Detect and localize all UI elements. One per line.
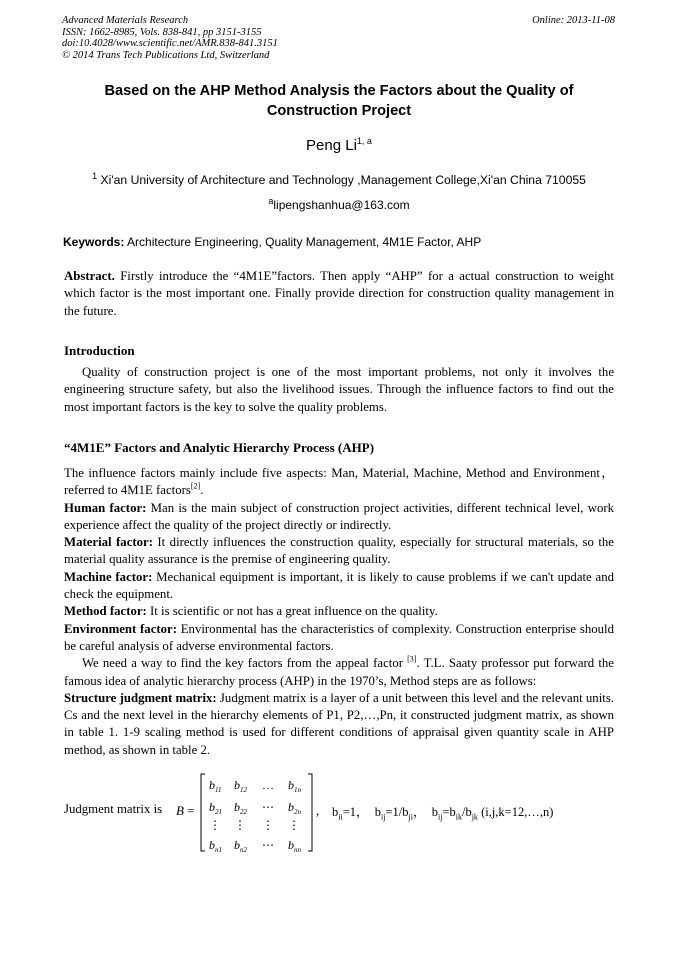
section2-intro	[64, 465, 614, 500]
matrix-figure	[64, 772, 334, 854]
judgment-matrix-equation	[64, 772, 624, 854]
issn-line: ISSN: 1662-8985, Vols. 838-841, pp 3151-3155	[62, 26, 262, 38]
section2-body	[64, 465, 614, 759]
abstract-label: Abstract.	[64, 269, 115, 283]
affiliation-sup: 1	[92, 171, 98, 181]
factor-text: It directly influences the construction quality, especially for structural materials, so the material quality assurance is the premise of engineering quality.	[64, 535, 614, 567]
keywords	[63, 235, 481, 249]
ahp-text-1: We need a way to find the key factors from the appeal factor	[82, 656, 408, 671]
cond-3-sub2: ik	[455, 812, 462, 822]
matrix-cell: $b_{12}$	[234, 778, 247, 794]
cond-3-rest: (i,j,k=12,…,n)	[477, 805, 554, 819]
factor-label: Machine factor:	[64, 569, 153, 584]
factor-machine	[64, 569, 614, 604]
cond-2-b: b	[374, 805, 382, 819]
factor-text: It is scientific or not has a great influence on the quality.	[146, 604, 438, 619]
citation-ref: [2]	[190, 482, 201, 492]
matrix-cell: ⋯	[262, 800, 274, 814]
affiliation-text: Xi'an University of Architecture and Technology ,Management College,Xi'an China 710055	[100, 173, 586, 188]
cond-3-mid: =b	[442, 805, 456, 819]
matrix-cell: …	[262, 778, 274, 792]
cond-3-mid2: /b	[461, 805, 472, 819]
factor-text: Man is the main subject of construction project activities, different technical level, work experience affect the quality of the project directly or indirectly.	[64, 500, 615, 532]
author-name: Peng Li	[306, 137, 357, 154]
structure-label: Structure judgment matrix:	[64, 690, 217, 705]
cond-1-sub: ii	[338, 812, 343, 822]
matrix-cell: ⋮	[234, 818, 246, 832]
matrix-symbol: B	[176, 803, 184, 818]
cond-3-sub: ij	[437, 812, 443, 822]
matrix-cell: $b_{n2}$	[234, 838, 247, 854]
abstract	[64, 268, 614, 320]
factor-material	[64, 534, 614, 569]
intro-body	[64, 364, 614, 416]
matrix-cell: $b_{2n}$	[288, 800, 301, 816]
structure-paragraph	[64, 690, 614, 759]
journal-name: Advanced Materials Research	[62, 15, 189, 26]
matrix-equals: =	[187, 803, 195, 818]
factor-label: Environment factor:	[64, 621, 177, 636]
matrix-cell: ⋮	[262, 818, 274, 832]
journal-header	[62, 15, 278, 61]
ahp-text-2: . T.L. Saaty professor put forward the famous idea of analytic hierarchy process (AHP) in the 1970’s, Method steps are as follows:	[64, 656, 614, 688]
factor-human	[64, 500, 614, 535]
matrix-cell: ⋯	[262, 838, 274, 852]
online-date: Online: 2013-11-08	[532, 15, 615, 26]
matrix-cell: $b_{1n}$	[288, 778, 301, 794]
factor-label: Method factor:	[64, 604, 147, 619]
section2-intro-end: .	[200, 483, 204, 498]
keywords-text: Architecture Engineering, Quality Management, 4M1E Factor, AHP	[124, 235, 482, 249]
cond-2-sub2: ji	[408, 812, 413, 822]
copyright-line: © 2014 Trans Tech Publications Ltd, Switzerland	[62, 49, 270, 61]
doi-line: doi:10.4028/www.scientific.net/AMR.838-841.3151	[62, 38, 278, 50]
email-text: lipengshanhua@163.com	[273, 198, 410, 212]
cond-1-rest: =1，	[342, 805, 369, 819]
intro-heading: Introduction	[64, 343, 135, 358]
cond-2-mid: =1/b	[385, 805, 409, 819]
factor-label: Human factor:	[64, 500, 147, 515]
right-bracket	[308, 774, 312, 851]
cond-3-sub3: jk	[471, 812, 478, 822]
cond-2-rest: ，	[412, 805, 426, 819]
matrix-cell: $b_{nn}$	[288, 838, 301, 854]
matrix-cell: $b_{n1}$	[209, 838, 222, 854]
author-sup: 1, a	[356, 136, 372, 146]
matrix-cell: $b_{22}$	[234, 800, 247, 816]
cond-1-b: b	[332, 805, 339, 819]
matrix-cell: ⋮	[209, 818, 221, 832]
abstract-text: Firstly introduce the “4M1E”factors. Then apply “AHP” for a actual construction to weight which factor is the most important one. Finally provide direction for construction quality management in the future.	[64, 269, 614, 318]
title-line-2: Construction Project	[266, 103, 412, 119]
paper-title	[60, 81, 618, 121]
matrix-comma: ,	[316, 803, 320, 818]
keywords-label: Keywords:	[63, 235, 125, 249]
matrix-cell: $b_{21}$	[209, 800, 222, 816]
cond-3-b: b	[431, 805, 438, 819]
factor-text: Environmental has the characteristics of complexity. Construction enterprise should be careful analysis of adverse environmental factors.	[64, 621, 614, 653]
author	[0, 136, 678, 154]
factor-text: Mechanical equipment is important, it is likely to cause problems if we can't update and check the equipment.	[64, 569, 614, 602]
section2-intro-text: The influence factors mainly include five aspects: Man, Material, Machine, Method and Environment， referred to 4M1E factors	[64, 466, 614, 498]
factor-method	[64, 603, 614, 620]
structure-text: Judgment matrix is a layer of a unit between this level and the relevant units. Cs and the next level in the hierarchy elements of P1, P2,…,Pn, it constructed judgment matrix, as shown in table 1. 1-9 scaling method is used for different conditions of appraisal given quantity scale in AHP method, as shown in table 2.	[64, 690, 614, 757]
intro-text: Quality of construction project is one of the most important problems, not only it involves the engineering structure safety, but also the livelihood issues. Through the influence factors to find out the most important factors is the key to solve the quality problems.	[64, 365, 614, 414]
citation-ref: [3]	[407, 655, 417, 664]
section2-heading: “4M1E” Factors and Analytic Hierarchy Process (AHP)	[64, 440, 375, 455]
matrix-conditions	[332, 802, 553, 820]
left-bracket	[201, 774, 205, 851]
title-line-1: Based on the AHP Method Analysis the Factors about the Quality of	[104, 83, 574, 99]
matrix-label: Judgment matrix is	[64, 802, 163, 816]
email-sup: a	[268, 196, 274, 206]
factor-environment	[64, 621, 614, 656]
matrix-cells	[209, 778, 302, 854]
ahp-paragraph	[64, 655, 614, 690]
factor-label: Material factor:	[64, 535, 153, 550]
email	[0, 196, 678, 212]
cond-2-sub: ij	[381, 812, 386, 822]
affiliation	[0, 171, 678, 187]
matrix-cell: ⋮	[288, 818, 300, 832]
matrix-cell: $b_{11}$	[209, 778, 222, 794]
